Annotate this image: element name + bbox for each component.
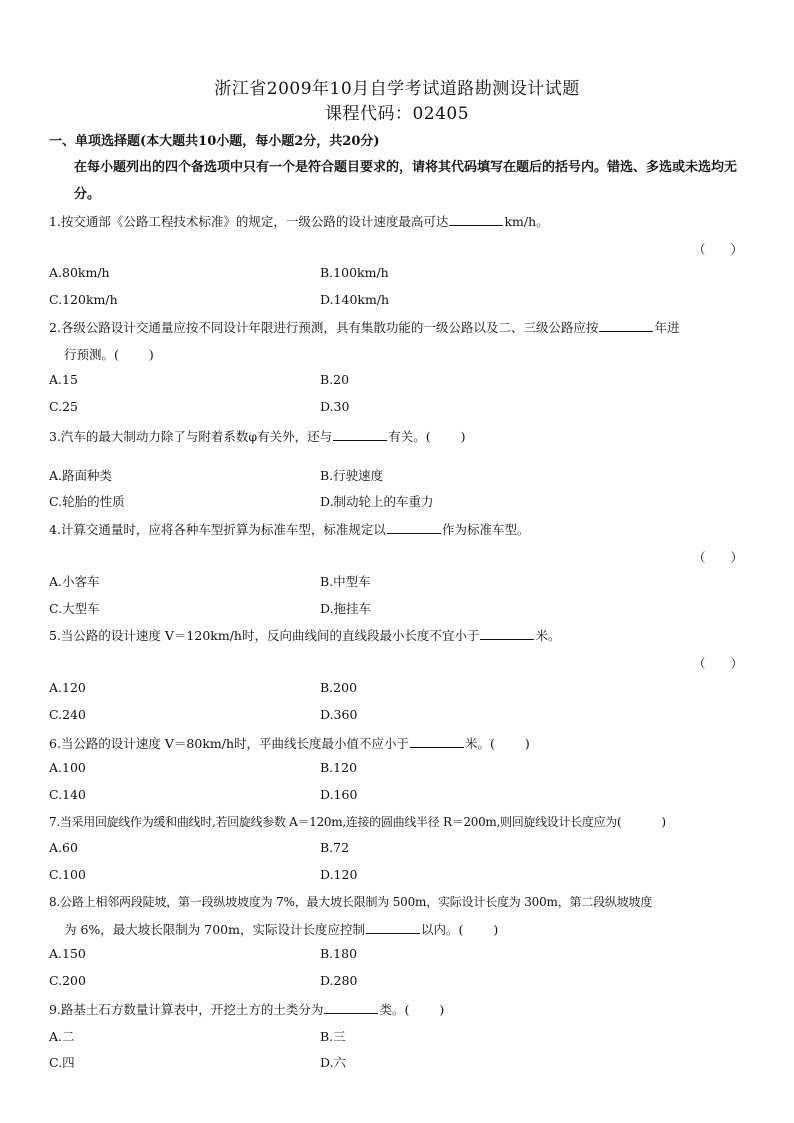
answer-blank [366, 921, 420, 934]
option-c: C.100 [49, 867, 86, 882]
option-d: D.280 [320, 973, 358, 988]
option-d: D.拖挂车 [320, 601, 372, 616]
option-b: B.三 [320, 1029, 346, 1044]
option-d: D.140km/h [320, 292, 390, 307]
answer-blank [599, 319, 653, 332]
answer-blank [410, 735, 464, 748]
answer-parenthesis: （ ） [693, 242, 744, 257]
answer-parenthesis: （ ） [693, 656, 744, 671]
answer-blank [333, 428, 387, 441]
option-a: A.120 [49, 680, 86, 695]
option-a: A.150 [49, 946, 86, 961]
answer-blank [449, 213, 503, 226]
option-b: B.120 [320, 760, 358, 775]
option-c: C.大型车 [49, 601, 100, 616]
option-c: C.200 [49, 973, 86, 988]
option-d: D.六 [320, 1055, 347, 1070]
question-7-stem: 7.当采用回旋线作为缓和曲线时,若回旋线参数 A＝120m,连接的圆曲线半径 R＝200m,则回旋线设计长度应为( ) [49, 815, 666, 829]
question-2-stem-cont: 行预测。( ) [64, 347, 154, 362]
question-8-stem: 8.公路上相邻两段陡坡，第一段纵坡坡度为 7%，最大坡长限制为 500m，实际设计长度为 300m，第二段纵坡坡度 [49, 895, 653, 909]
answer-parenthesis: （ ） [693, 550, 744, 565]
option-c: C.140 [49, 787, 86, 802]
course-code: 课程代码：02405 [324, 104, 470, 124]
option-a: A.60 [49, 840, 78, 855]
question-9-stem: 9.路基土石方数量计算表中，开挖土方的土类分为 类。( ) [49, 1002, 445, 1017]
section-instruction: 在每小题列出的四个备选项中只有一个是符合题目要求的，请将其代码填写在题后的括号内。错选、多选或未选均无分。 [74, 160, 738, 202]
question-1-stem: 1.按交通部《公路工程技术标准》的规定，一级公路的设计速度最高可达 km/h。 [49, 214, 549, 229]
option-a: A.二 [49, 1029, 75, 1044]
answer-blank [324, 1001, 378, 1014]
option-d: D.160 [320, 787, 358, 802]
option-b: B.中型车 [320, 574, 371, 589]
question-8-stem-cont: 为 6%，最大坡长限制为 700m，实际设计长度应控制 以内。( ) [64, 922, 499, 937]
option-b: B.20 [320, 372, 350, 387]
option-d: D.制动轮上的车重力 [320, 494, 434, 509]
option-c: C.120km/h [49, 292, 118, 307]
option-d: D.360 [320, 707, 358, 722]
page-title: 浙江省2009年10月自学考试道路勘测设计试题 [214, 79, 580, 99]
question-2-stem: 2.各级公路设计交通量应按不同设计年限进行预测，具有集散功能的一级公路以及二、三级公路应按 年进 [49, 320, 680, 335]
option-c: C.25 [49, 399, 78, 414]
option-c: C.240 [49, 707, 86, 722]
option-c: C.轮胎的性质 [49, 494, 125, 509]
option-c: C.四 [49, 1055, 75, 1070]
question-5-stem: 5.当公路的设计速度 V＝120km/h时，反向曲线间的直线段最小长度不宜小于 米。 [49, 628, 561, 643]
option-a: A.小客车 [49, 574, 100, 589]
option-b: B.72 [320, 840, 350, 855]
option-a: A.路面种类 [49, 468, 113, 483]
answer-blank [387, 521, 441, 534]
option-b: B.行驶速度 [320, 468, 384, 483]
section-heading: 一、单项选择题(本大题共10小题，每小题2分，共20分) [49, 134, 380, 149]
option-d: D.30 [320, 399, 350, 414]
option-a: A.80km/h [49, 265, 110, 280]
option-a: A.15 [49, 372, 78, 387]
option-a: A.100 [49, 760, 86, 775]
option-b: B.100km/h [320, 265, 389, 280]
question-6-stem: 6.当公路的设计速度 V＝80km/h时，平曲线长度最小值不应小于 米。( ) [49, 736, 530, 751]
option-d: D.120 [320, 867, 358, 882]
option-b: B.200 [320, 680, 358, 695]
question-3-stem: 3.汽车的最大制动力除了与附着系数φ有关外，还与 有关。( ) [49, 429, 466, 444]
answer-blank [480, 627, 534, 640]
question-4-stem: 4.计算交通量时，应将各种车型折算为标准车型，标准规定以 作为标准车型。 [49, 522, 530, 537]
option-b: B.180 [320, 946, 358, 961]
